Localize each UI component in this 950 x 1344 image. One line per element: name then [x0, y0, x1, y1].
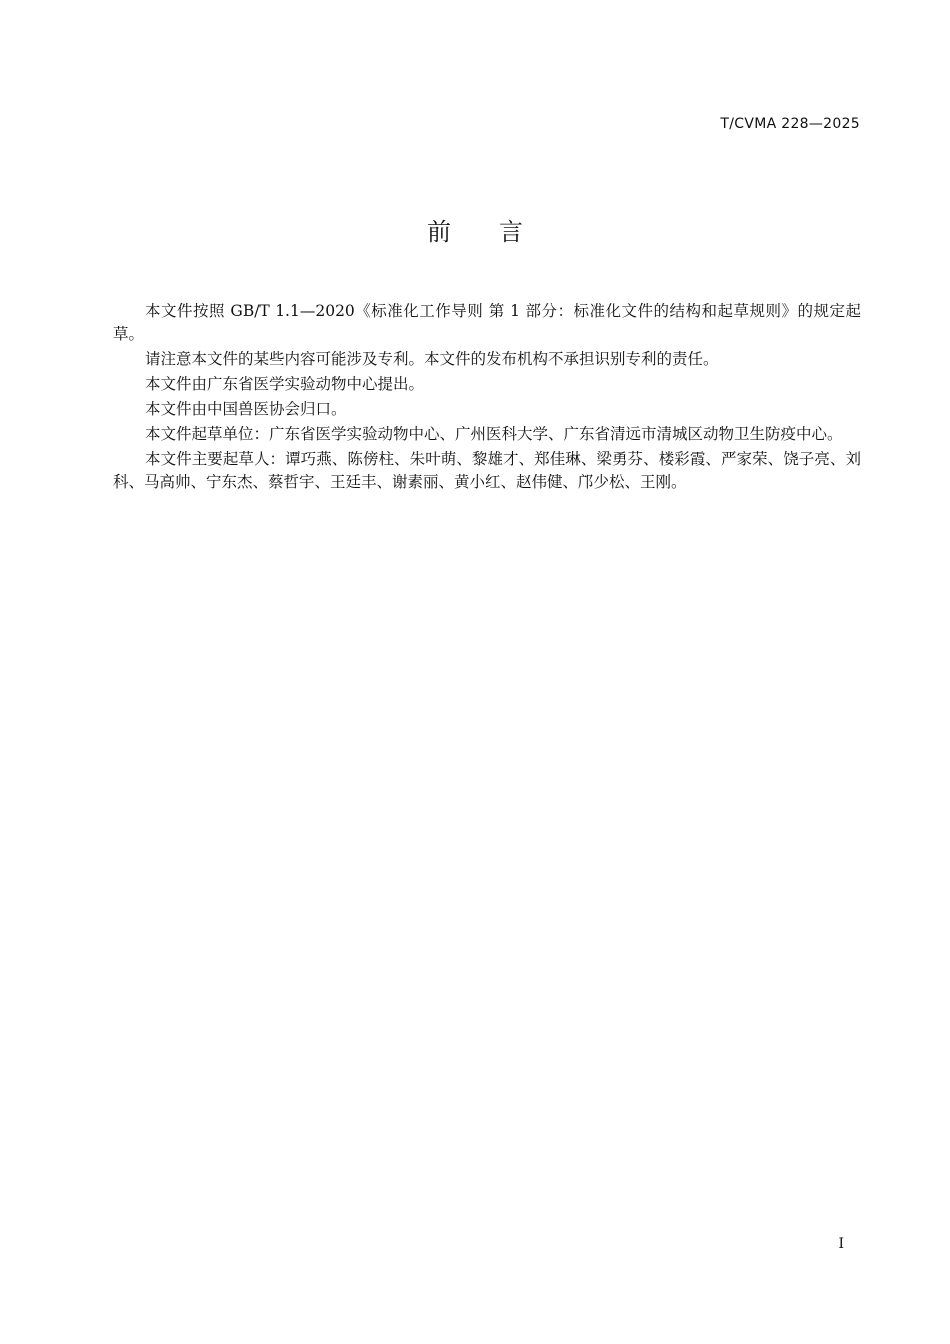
paragraph-drafting-rules: 本文件按照 GB/T 1.1—2020《标准化工作导则 第 1 部分：标准化文件的结构和起草规则》的规定起草。	[113, 302, 861, 343]
page-title: 前言	[427, 218, 571, 246]
paragraph-drafters: 本文件主要起草人：谭巧燕、陈傍柱、朱叶萌、黎雄才、郑佳琳、梁勇芬、楼彩霞、严家荣、饶子亮、刘科、马高帅、宁东杰、蔡哲宇、王廷丰、谢素丽、黄小红、赵伟健、邝少松、王刚。	[113, 450, 861, 491]
preface-body	[113, 300, 861, 496]
paragraph-proposer: 本文件由广东省医学实验动物中心提出。	[145, 375, 425, 393]
paragraph-drafting-units: 本文件起草单位：广东省医学实验动物中心、广州医科大学、广东省清远市清城区动物卫生防疫中心。	[145, 425, 843, 443]
document-code: T/CVMA 228—2025	[720, 116, 860, 132]
paragraph-centralized-by: 本文件由中国兽医协会归口。	[145, 400, 347, 418]
page-number: I	[838, 1236, 844, 1252]
paragraph-patent-notice: 请注意本文件的某些内容可能涉及专利。本文件的发布机构不承担识别专利的责任。	[145, 350, 719, 368]
